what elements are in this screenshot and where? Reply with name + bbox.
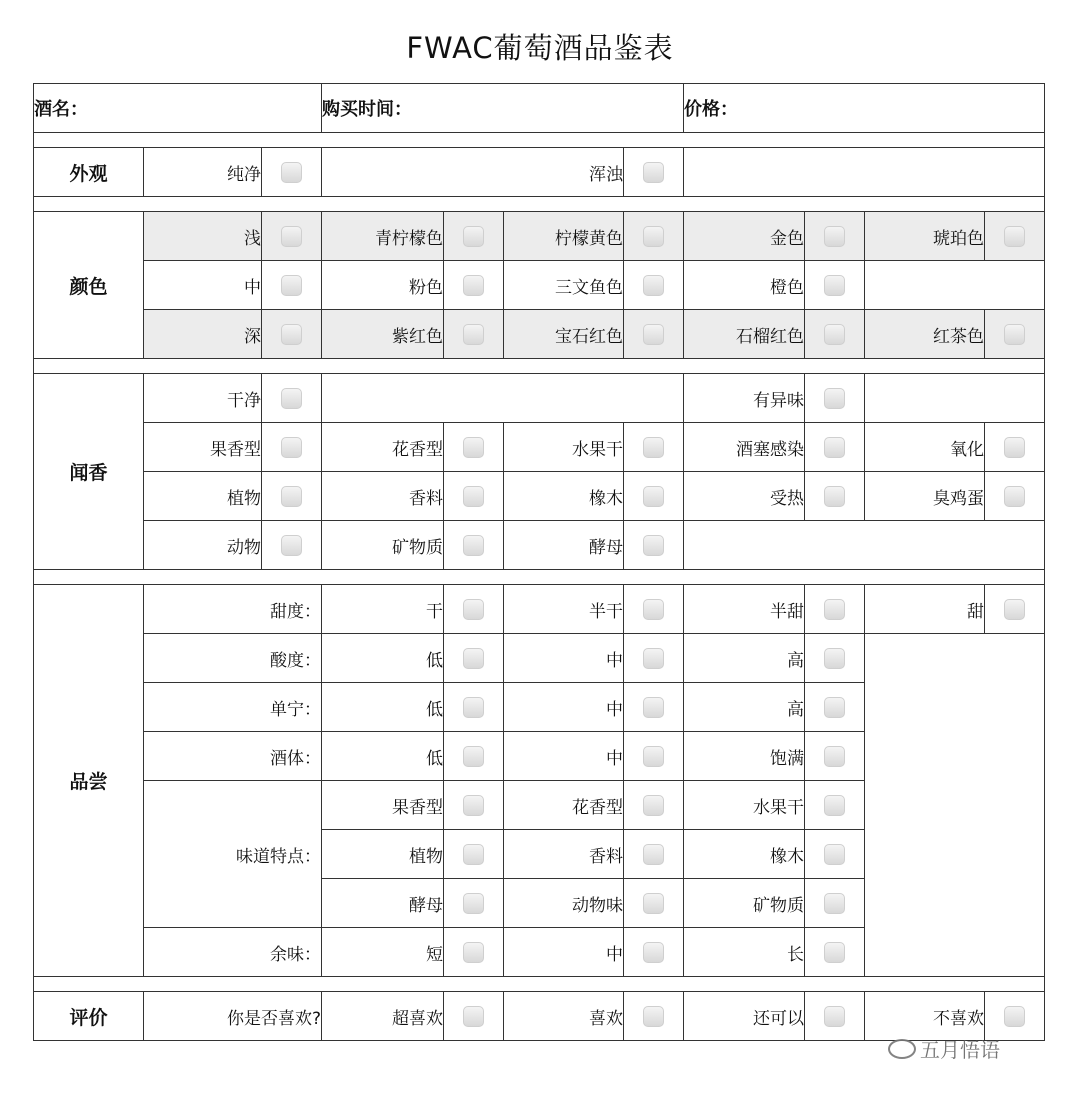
option-label: 甜 <box>865 585 985 634</box>
option-label: 受热 <box>684 472 805 521</box>
checkbox[interactable] <box>444 992 504 1041</box>
checkbox[interactable] <box>262 423 322 472</box>
section-color: 颜色 <box>34 212 144 359</box>
color-row <box>34 310 1045 359</box>
empty-cell <box>865 374 1045 423</box>
wechat-icon <box>888 1039 916 1059</box>
checkbox[interactable] <box>985 423 1045 472</box>
checkbox[interactable] <box>805 683 865 732</box>
color-row <box>34 212 1045 261</box>
checkbox-icon <box>281 388 302 409</box>
option-label: 宝石红色 <box>504 310 624 359</box>
option-label: 动物味 <box>504 879 624 928</box>
checkbox-icon <box>463 697 484 718</box>
checkbox-icon <box>463 275 484 296</box>
checkbox-icon <box>643 535 664 556</box>
checkbox-icon <box>643 942 664 963</box>
nose-row <box>34 472 1045 521</box>
checkbox[interactable] <box>444 521 504 570</box>
checkbox[interactable] <box>444 732 504 781</box>
option-label: 金色 <box>684 212 805 261</box>
checkbox-icon <box>463 746 484 767</box>
option-label: 红茶色 <box>865 310 985 359</box>
checkbox[interactable] <box>262 261 322 310</box>
checkbox[interactable] <box>624 992 684 1041</box>
checkbox-icon <box>1004 486 1025 507</box>
watermark-text: 五月悟语 <box>920 1038 1000 1062</box>
checkbox[interactable] <box>444 879 504 928</box>
option-label: 短 <box>322 928 444 977</box>
checkbox-icon <box>643 893 664 914</box>
row-label: 酒体： <box>144 732 322 781</box>
checkbox-icon <box>824 795 845 816</box>
row-label: 单宁： <box>144 683 322 732</box>
nose-row <box>34 521 1045 570</box>
empty-cell <box>322 374 684 423</box>
divider <box>34 570 1045 585</box>
checkbox[interactable] <box>805 423 865 472</box>
option-label: 植物 <box>322 830 444 879</box>
checkbox[interactable] <box>624 928 684 977</box>
price-field[interactable]: 价格： <box>684 84 1045 133</box>
option-label: 果香型 <box>322 781 444 830</box>
checkbox-icon <box>824 388 845 409</box>
checkbox[interactable] <box>805 585 865 634</box>
option-label: 中 <box>504 732 624 781</box>
checkbox[interactable] <box>985 310 1045 359</box>
checkbox[interactable] <box>444 423 504 472</box>
row-label: 余味： <box>144 928 322 977</box>
option-label: 酒塞感染 <box>684 423 805 472</box>
checkbox-icon <box>281 226 302 247</box>
checkbox[interactable] <box>624 634 684 683</box>
checkbox-icon <box>824 324 845 345</box>
checkbox-icon <box>281 535 302 556</box>
checkbox[interactable] <box>444 585 504 634</box>
wine-name-field[interactable]: 酒名： <box>34 84 322 133</box>
row-label: 酸度： <box>144 634 322 683</box>
appearance-row <box>34 148 1045 197</box>
option-label: 青柠檬色 <box>322 212 444 261</box>
section-palate: 品尝 <box>34 585 144 977</box>
divider <box>34 133 1045 148</box>
option-label: 浑浊 <box>322 148 624 197</box>
checkbox-icon <box>463 486 484 507</box>
row-label: 你是否喜欢? <box>144 992 322 1041</box>
option-label: 干净 <box>144 374 262 423</box>
option-label: 橡木 <box>504 472 624 521</box>
option-label: 三文鱼色 <box>504 261 624 310</box>
checkbox[interactable] <box>444 683 504 732</box>
option-label: 琥珀色 <box>865 212 985 261</box>
checkbox-icon <box>1004 437 1025 458</box>
checkbox[interactable] <box>444 310 504 359</box>
checkbox[interactable] <box>805 310 865 359</box>
option-label: 有异味 <box>684 374 805 423</box>
checkbox[interactable] <box>624 830 684 879</box>
checkbox-icon <box>643 648 664 669</box>
checkbox-icon <box>643 844 664 865</box>
option-label: 半干 <box>504 585 624 634</box>
option-label: 超喜欢 <box>322 992 444 1041</box>
checkbox[interactable] <box>624 423 684 472</box>
checkbox-icon <box>643 746 664 767</box>
option-label: 酵母 <box>322 879 444 928</box>
empty-cell <box>865 634 1045 977</box>
checkbox-icon <box>463 324 484 345</box>
checkbox[interactable] <box>805 781 865 830</box>
checkbox-icon <box>643 162 664 183</box>
checkbox-icon <box>643 486 664 507</box>
option-label: 花香型 <box>322 423 444 472</box>
checkbox-icon <box>824 746 845 767</box>
option-label: 果香型 <box>144 423 262 472</box>
checkbox[interactable] <box>805 879 865 928</box>
option-label: 粉色 <box>322 261 444 310</box>
checkbox-icon <box>281 437 302 458</box>
checkbox-icon <box>824 893 845 914</box>
checkbox-icon <box>1004 599 1025 620</box>
checkbox-icon <box>1004 226 1025 247</box>
checkbox[interactable] <box>624 781 684 830</box>
option-label: 不喜欢 <box>865 992 985 1041</box>
empty-cell <box>684 148 1045 197</box>
checkbox[interactable] <box>805 374 865 423</box>
option-label: 动物 <box>144 521 262 570</box>
option-label: 香料 <box>504 830 624 879</box>
checkbox[interactable] <box>805 472 865 521</box>
checkbox-icon <box>643 1006 664 1027</box>
color-row <box>34 261 1045 310</box>
row-label: 甜度： <box>144 585 322 634</box>
checkbox[interactable] <box>444 212 504 261</box>
checkbox-icon <box>463 599 484 620</box>
checkbox[interactable] <box>444 634 504 683</box>
option-label: 高 <box>684 683 805 732</box>
checkbox[interactable] <box>262 472 322 521</box>
buy-time-field[interactable]: 购买时间： <box>322 84 684 133</box>
checkbox-icon <box>643 599 664 620</box>
checkbox[interactable] <box>805 830 865 879</box>
checkbox-icon <box>463 648 484 669</box>
checkbox-icon <box>643 226 664 247</box>
checkbox[interactable] <box>805 212 865 261</box>
option-label: 干 <box>322 585 444 634</box>
palate-row <box>34 634 1045 683</box>
checkbox-icon <box>824 437 845 458</box>
option-label: 高 <box>684 634 805 683</box>
option-label: 矿物质 <box>322 521 444 570</box>
option-label: 饱满 <box>684 732 805 781</box>
checkbox-clear[interactable] <box>262 148 322 197</box>
checkbox[interactable] <box>624 521 684 570</box>
checkbox[interactable] <box>624 683 684 732</box>
checkbox-icon <box>281 486 302 507</box>
checkbox[interactable] <box>624 261 684 310</box>
checkbox[interactable] <box>624 585 684 634</box>
checkbox-icon <box>824 599 845 620</box>
option-label: 水果干 <box>504 423 624 472</box>
checkbox-icon <box>281 162 302 183</box>
option-label: 氧化 <box>865 423 985 472</box>
checkbox-icon <box>463 437 484 458</box>
palate-row <box>34 585 1045 634</box>
checkbox[interactable] <box>805 634 865 683</box>
option-label: 浅 <box>144 212 262 261</box>
option-label: 深 <box>144 310 262 359</box>
option-label: 半甜 <box>684 585 805 634</box>
option-label: 橡木 <box>684 830 805 879</box>
checkbox[interactable] <box>985 585 1045 634</box>
option-label: 喜欢 <box>504 992 624 1041</box>
checkbox-icon <box>281 275 302 296</box>
checkbox-icon <box>824 275 845 296</box>
empty-cell <box>684 521 1045 570</box>
checkbox-icon <box>824 648 845 669</box>
option-label: 低 <box>322 683 444 732</box>
option-label: 低 <box>322 634 444 683</box>
checkbox-icon <box>824 1006 845 1027</box>
checkbox-icon <box>463 844 484 865</box>
watermark <box>888 1034 1000 1063</box>
option-label: 中 <box>504 928 624 977</box>
section-nose: 闻香 <box>34 374 144 570</box>
row-label: 味道特点： <box>144 781 322 928</box>
option-label: 中 <box>504 634 624 683</box>
checkbox[interactable] <box>805 732 865 781</box>
option-label: 酵母 <box>504 521 624 570</box>
nose-row <box>34 374 1045 423</box>
checkbox-icon <box>463 1006 484 1027</box>
divider <box>34 359 1045 374</box>
checkbox[interactable] <box>444 830 504 879</box>
checkbox[interactable] <box>805 992 865 1041</box>
checkbox-icon <box>463 795 484 816</box>
checkbox-icon <box>643 795 664 816</box>
checkbox[interactable] <box>985 212 1045 261</box>
checkbox[interactable] <box>624 732 684 781</box>
checkbox[interactable] <box>444 472 504 521</box>
section-review: 评价 <box>34 992 144 1041</box>
option-label: 香料 <box>322 472 444 521</box>
divider <box>34 977 1045 992</box>
checkbox[interactable] <box>624 472 684 521</box>
checkbox-icon <box>824 697 845 718</box>
option-label: 中 <box>144 261 262 310</box>
checkbox-icon <box>824 844 845 865</box>
checkbox-icon <box>643 697 664 718</box>
checkbox-hazy[interactable] <box>624 148 684 197</box>
option-label: 纯净 <box>144 148 262 197</box>
checkbox[interactable] <box>985 472 1045 521</box>
option-label: 花香型 <box>504 781 624 830</box>
checkbox-icon <box>463 893 484 914</box>
option-label: 还可以 <box>684 992 805 1041</box>
option-label: 橙色 <box>684 261 805 310</box>
checkbox-icon <box>463 535 484 556</box>
checkbox[interactable] <box>262 212 322 261</box>
checkbox[interactable] <box>262 374 322 423</box>
option-label: 低 <box>322 732 444 781</box>
checkbox[interactable] <box>805 928 865 977</box>
checkbox-icon <box>643 275 664 296</box>
checkbox[interactable] <box>624 879 684 928</box>
checkbox-icon <box>463 226 484 247</box>
checkbox-icon <box>824 486 845 507</box>
tasting-sheet <box>33 83 1045 1041</box>
section-appearance: 外观 <box>34 148 144 197</box>
option-label: 紫红色 <box>322 310 444 359</box>
checkbox-icon <box>824 942 845 963</box>
checkbox-icon <box>1004 1006 1025 1027</box>
option-label: 中 <box>504 683 624 732</box>
nose-row <box>34 423 1045 472</box>
option-label: 长 <box>684 928 805 977</box>
checkbox[interactable] <box>444 781 504 830</box>
option-label: 水果干 <box>684 781 805 830</box>
checkbox-icon <box>643 324 664 345</box>
checkbox-icon <box>824 226 845 247</box>
option-label: 臭鸡蛋 <box>865 472 985 521</box>
checkbox[interactable] <box>262 521 322 570</box>
checkbox[interactable] <box>805 261 865 310</box>
option-label: 柠檬黄色 <box>504 212 624 261</box>
option-label: 矿物质 <box>684 879 805 928</box>
checkbox[interactable] <box>624 212 684 261</box>
checkbox-icon <box>1004 324 1025 345</box>
empty-cell <box>865 261 1045 310</box>
checkbox-icon <box>281 324 302 345</box>
checkbox[interactable] <box>262 310 322 359</box>
option-label: 植物 <box>144 472 262 521</box>
checkbox[interactable] <box>444 261 504 310</box>
checkbox[interactable] <box>444 928 504 977</box>
info-row <box>34 84 1045 133</box>
checkbox-icon <box>643 437 664 458</box>
checkbox[interactable] <box>624 310 684 359</box>
option-label: 石榴红色 <box>684 310 805 359</box>
divider <box>34 197 1045 212</box>
checkbox-icon <box>463 942 484 963</box>
page-title: FWAC葡萄酒品鉴表 <box>406 31 674 65</box>
